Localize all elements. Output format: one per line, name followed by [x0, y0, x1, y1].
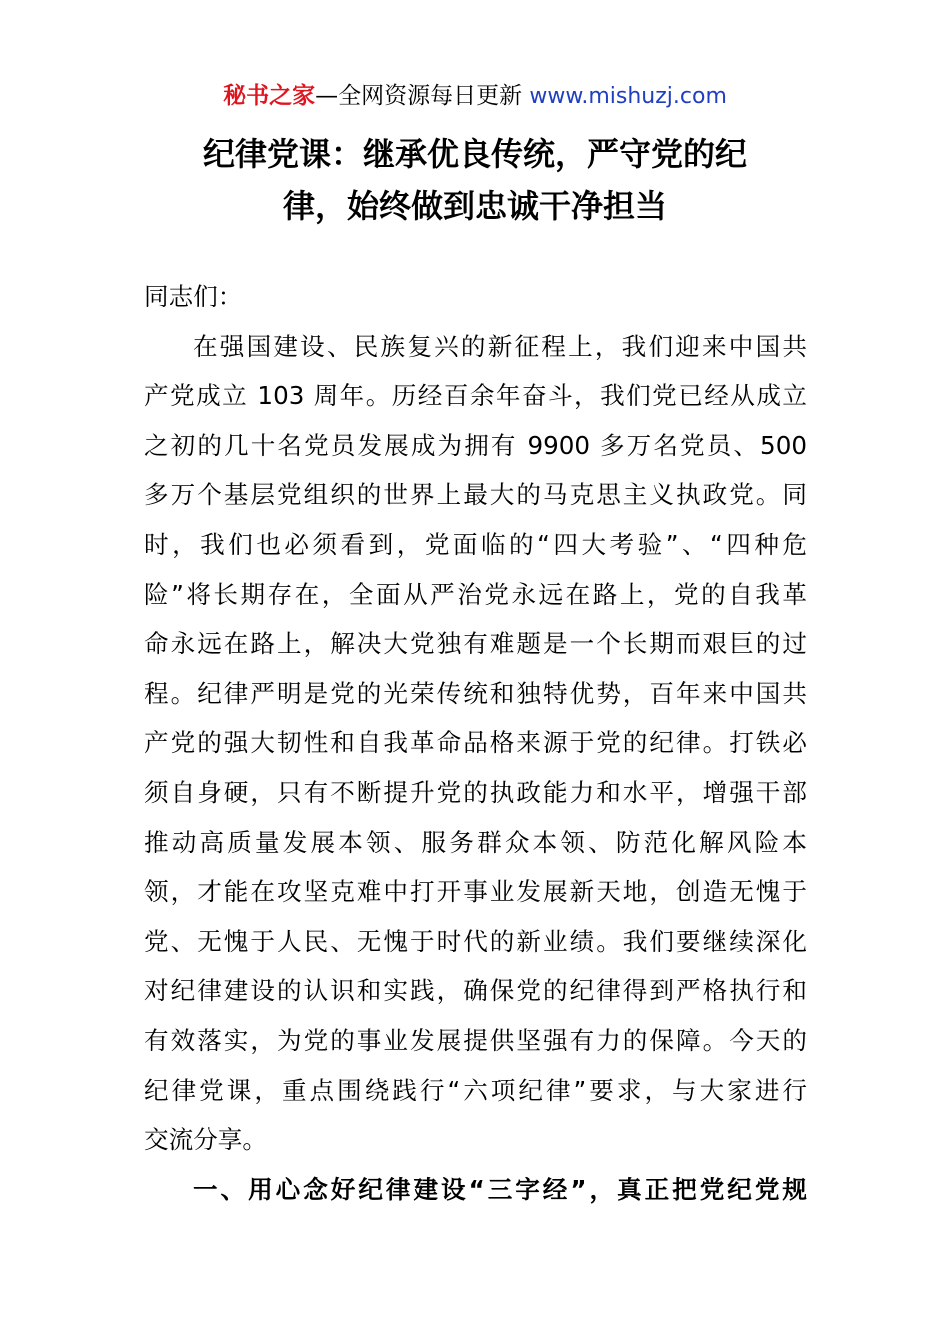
paragraph-line: 之初的几十名党员发展成为拥有 9900 多万名党员、500: [144, 430, 807, 460]
paragraph-line: 产党的强大韧性和自我革命品格来源于党的纪律。打铁必: [144, 728, 807, 758]
paragraph-line: 时，我们也必须看到，党面临的“四大考验”、“四种危: [144, 529, 807, 559]
paragraph-line: 党、无愧于人民、无愧于时代的新业绩。我们要继续深化: [144, 926, 807, 956]
paragraph-line: 命永远在路上，解决大党独有难题是一个长期而艰巨的过: [144, 629, 807, 659]
document-title: [120, 128, 830, 232]
paragraph-line: 推动高质量发展本领、服务群众本领、防范化解风险本: [144, 827, 807, 857]
site-header: [0, 80, 950, 113]
paragraph-line: 产党成立 103 周年。历经百余年奋斗，我们党已经从成立: [144, 381, 807, 411]
paragraph-line: 在强国建设、民族复兴的新征程上，我们迎来中国共: [193, 331, 807, 361]
header-tagline: —全网资源每日更新: [315, 83, 530, 109]
salutation: 同志们：: [144, 282, 243, 311]
paragraph-line: 程。纪律严明是党的光荣传统和独特优势，百年来中国共: [144, 678, 807, 708]
paragraph-line: 交流分享。: [144, 1125, 267, 1155]
paragraph-line: 险”将长期存在，全面从严治党永远在路上，党的自我革: [144, 579, 807, 609]
paragraph-line: 须自身硬，只有不断提升党的执政能力和水平，增强干部: [144, 777, 807, 807]
section-1-heading: 一、用心念好纪律建设“三字经”，真正把党纪党规: [193, 1174, 807, 1204]
paragraph-line: 领，才能在攻坚克难中打开事业发展新天地，创造无愧于: [144, 877, 807, 907]
paragraph-line: 多万个基层党组织的世界上最大的马克思主义执政党。同: [144, 480, 807, 510]
brand-name: 秘书之家: [223, 83, 316, 109]
site-url-link[interactable]: www.mishuzj.com: [529, 84, 727, 109]
paragraph-line: 对纪律建设的认识和实践，确保党的纪律得到严格执行和: [144, 976, 807, 1006]
title-line-2: 律，始终做到忠诚干净担当: [282, 187, 667, 225]
title-line-1: 纪律党课：继承优良传统，严守党的纪: [202, 135, 747, 173]
paragraph-line: 有效落实，为党的事业发展提供坚强有力的保障。今天的: [144, 1025, 807, 1055]
paragraph-line: 纪律党课，重点围绕践行“六项纪律”要求，与大家进行: [144, 1075, 807, 1105]
document-body: [144, 272, 807, 1214]
paragraph-1: [144, 322, 807, 1165]
